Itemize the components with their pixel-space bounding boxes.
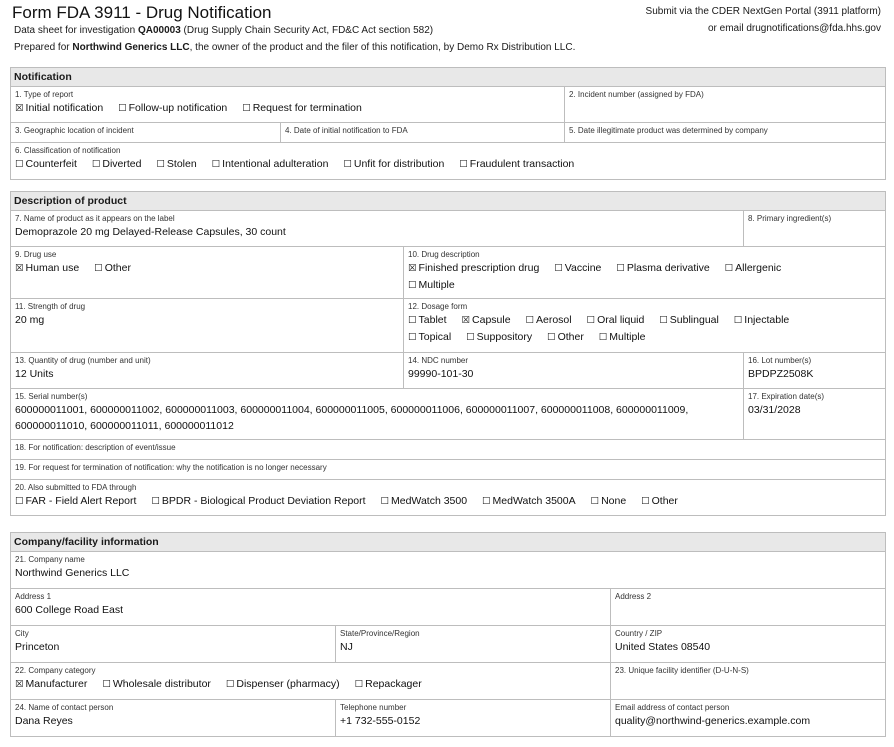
checkbox-icon: ☐ bbox=[102, 679, 111, 690]
field-company-category: 22. Company category ☒ Manufacturer ☐ Wholesale distributor ☐ Dispenser (pharmacy) ☐ Repackager bbox=[11, 663, 611, 700]
checkbox-icon: ☐ bbox=[118, 103, 127, 114]
option-fraudulent-transaction[interactable]: ☐ Fraudulent transaction bbox=[459, 158, 575, 170]
checkbox-icon: ☐ bbox=[554, 263, 563, 274]
option-capsule[interactable]: ☒ Capsule bbox=[461, 314, 511, 326]
checkbox-icon: ☐ bbox=[15, 496, 24, 507]
checkbox-icon: ☐ bbox=[91, 159, 101, 170]
option-medwatch-3500a[interactable]: ☐ MedWatch 3500A bbox=[482, 495, 576, 507]
option-finished-prescription-drug[interactable]: ☒ Finished prescription drug bbox=[408, 262, 540, 274]
field-company-name[interactable]: 21. Company name Northwind Generics LLC bbox=[11, 552, 886, 589]
field-date-initial-notification[interactable]: 4. Date of initial notification to FDA bbox=[281, 123, 565, 143]
option-medwatch-3500[interactable]: ☐ MedWatch 3500 bbox=[380, 495, 468, 507]
product-name-value: Demoprazole 20 mg Delayed-Release Capsules, 30 count bbox=[15, 226, 286, 238]
checkbox-icon: ☐ bbox=[354, 679, 364, 690]
notification-section bbox=[10, 67, 886, 180]
field-geographic-location[interactable]: 3. Geographic location of incident bbox=[11, 123, 281, 143]
option-none[interactable]: ☐ None bbox=[590, 495, 627, 507]
lot-value: BPDPZ2508K bbox=[748, 368, 814, 380]
option-unfit-for-distribution[interactable]: ☐ Unfit for distribution bbox=[343, 158, 445, 170]
field-state[interactable]: State/Province/Region NJ bbox=[336, 626, 611, 663]
option-injectable[interactable]: ☐ Injectable bbox=[733, 314, 790, 326]
option-other-dosage[interactable]: ☐ Other bbox=[547, 331, 584, 343]
field-address-2[interactable]: Address 2 bbox=[611, 589, 886, 626]
field-date-illegitimate[interactable]: 5. Date illegitimate product was determined by company bbox=[565, 123, 886, 143]
expiration-value: 03/31/2028 bbox=[748, 404, 801, 416]
state-value: NJ bbox=[340, 641, 353, 653]
checkbox-icon: ☐ bbox=[242, 103, 251, 114]
checkbox-icon: ☒ bbox=[408, 263, 417, 274]
option-plasma-derivative[interactable]: ☐ Plasma derivative bbox=[616, 262, 710, 274]
field-drug-use: 9. Drug use ☒ Human use ☐ Other bbox=[11, 247, 404, 299]
option-oral-liquid[interactable]: ☐ Oral liquid bbox=[586, 314, 645, 326]
field-drug-description: 10. Drug description ☒ Finished prescription drug ☐ Vaccine ☐ Plasma derivative ☐ Allergenic ☐ Multiple bbox=[404, 247, 886, 299]
field-expiration-date[interactable]: 17. Expiration date(s) 03/31/2028 bbox=[744, 389, 886, 440]
field-address-1[interactable]: Address 1 600 College Road East bbox=[11, 589, 611, 626]
field-type-of-report bbox=[11, 87, 565, 123]
submit-instructions: Submit via the CDER NextGen Portal (3911 platform) bbox=[645, 6, 881, 17]
field-product-name[interactable]: 7. Name of product as it appears on the label Demoprazole 20 mg Delayed-Release Capsules, 30 count bbox=[11, 211, 744, 247]
option-multiple-dosage[interactable]: ☐ Multiple bbox=[598, 331, 646, 343]
checkbox-icon: ☐ bbox=[590, 496, 600, 507]
section-title-product: Description of product bbox=[11, 192, 886, 211]
option-intentional-adulteration[interactable]: ☐ Intentional adulteration bbox=[211, 158, 329, 170]
checkbox-icon: ☐ bbox=[733, 315, 743, 326]
checkbox-icon: ☐ bbox=[94, 263, 103, 274]
option-repackager[interactable]: ☐ Repackager bbox=[354, 678, 422, 690]
submit-email: or email drugnotifications@fda.hhs.gov bbox=[707, 23, 881, 34]
option-aerosol[interactable]: ☐ Aerosol bbox=[525, 314, 572, 326]
field-contact-person[interactable]: 24. Name of contact person Dana Reyes bbox=[11, 700, 336, 737]
field-country-zip[interactable]: Country / ZIP United States 08540 bbox=[611, 626, 886, 663]
product-section bbox=[10, 191, 886, 516]
option-topical[interactable]: ☐ Topical bbox=[408, 331, 452, 343]
quantity-value: 12 Units bbox=[15, 368, 54, 380]
field-also-submitted: 20. Also submitted to FDA through ☐ FAR - Field Alert Report ☐ BPDR - Biological Product Deviation Report ☐ MedWatch 3500 ☐ MedWatch 3500A ☐ None ☐ Other bbox=[11, 480, 886, 516]
option-tablet[interactable]: ☐ Tablet bbox=[408, 314, 447, 326]
phone-value: +1 732-555-0152 bbox=[340, 715, 421, 727]
checkbox-icon: ☐ bbox=[641, 496, 650, 507]
checkbox-icon: ☐ bbox=[598, 332, 608, 343]
option-stolen[interactable]: ☐ Stolen bbox=[156, 158, 197, 170]
prepared-line: Prepared for Northwind Generics LLC, the owner of the product and the filer of this notification, by Demo Rx Distribution LLC. bbox=[14, 42, 576, 53]
option-bpdr[interactable]: ☐ BPDR - Biological Product Deviation Report bbox=[151, 495, 366, 507]
field-ndc-number[interactable]: 14. NDC number 99990-101-30 bbox=[404, 353, 744, 389]
field-telephone[interactable]: Telephone number +1 732-555-0152 bbox=[336, 700, 611, 737]
option-initial-notification[interactable]: ☒ Initial notification bbox=[15, 102, 104, 114]
checkbox-icon: ☒ bbox=[461, 315, 471, 326]
field-incident-number[interactable]: 2. Incident number (assigned by FDA) bbox=[565, 87, 886, 123]
city-value: Princeton bbox=[15, 641, 60, 653]
field-classification: 6. Classification of notification ☐ Counterfeit ☐ Diverted ☐ Stolen ☐ Intentional adulteration ☐ Unfit for distribution ☐ Fraudulent transaction bbox=[11, 143, 886, 180]
option-manufacturer[interactable]: ☒ Manufacturer bbox=[15, 678, 88, 690]
option-request-for-termination[interactable]: ☐ Request for termination bbox=[242, 102, 362, 114]
checkbox-icon: ☐ bbox=[15, 159, 24, 170]
field-event-description[interactable]: 18. For notification: description of event/issue bbox=[11, 440, 886, 460]
checkbox-icon: ☐ bbox=[482, 496, 491, 507]
option-diverted[interactable]: ☐ Diverted bbox=[91, 158, 142, 170]
section-title-notification: Notification bbox=[11, 68, 886, 87]
contact-value: Dana Reyes bbox=[15, 715, 73, 727]
field-duns[interactable]: 23. Unique facility identifier (D-U-N-S) bbox=[611, 663, 886, 700]
checkbox-icon: ☐ bbox=[408, 315, 417, 326]
investigation-id: QA00003 bbox=[137, 25, 181, 36]
checkbox-icon: ☒ bbox=[15, 263, 24, 274]
option-other-submission[interactable]: ☐ Other bbox=[641, 495, 678, 507]
field-primary-ingredient[interactable]: 8. Primary ingredient(s) bbox=[744, 211, 886, 247]
country-value: United States 08540 bbox=[615, 641, 711, 653]
checkbox-icon: ☐ bbox=[547, 332, 556, 343]
option-other-use[interactable]: ☐ Other bbox=[94, 262, 131, 274]
company-section bbox=[10, 532, 886, 737]
option-wholesale-distributor[interactable]: ☐ Wholesale distributor bbox=[102, 678, 211, 690]
checkbox-icon: ☐ bbox=[225, 679, 235, 690]
option-sublingual[interactable]: ☐ Sublingual bbox=[659, 314, 719, 326]
prepared-company: Northwind Generics LLC bbox=[72, 42, 190, 53]
option-vaccine[interactable]: ☐ Vaccine bbox=[554, 262, 602, 274]
type-options bbox=[15, 100, 560, 117]
field-label: 1. Type of report bbox=[15, 90, 74, 99]
checkbox-icon: ☐ bbox=[380, 496, 389, 507]
section-title-company: Company/facility information bbox=[11, 533, 886, 552]
address1-value: 600 College Road East bbox=[15, 604, 123, 616]
option-allergenic[interactable]: ☐ Allergenic bbox=[724, 262, 782, 274]
checkbox-icon: ☐ bbox=[616, 263, 625, 274]
company-name-value: Northwind Generics LLC bbox=[15, 567, 130, 579]
serial-line-1: 600000011001, 600000011002, 600000011003, 600000011004, 600000011005, 600000011006, 600000011007, 600000011008, 600000011009, bbox=[15, 404, 689, 416]
checkbox-icon: ☐ bbox=[659, 315, 668, 326]
checkbox-icon: ☐ bbox=[525, 315, 534, 326]
investigation-line: Data sheet for investigation QA00003 (Drug Supply Chain Security Act, FD&C Act section 582) bbox=[14, 25, 434, 36]
serial-line-2: 600000011010, 600000011011, 600000011012 bbox=[15, 420, 234, 432]
checkbox-icon: ☐ bbox=[156, 159, 165, 170]
checkbox-icon: ☐ bbox=[343, 159, 352, 170]
email-value: quality@northwind-generics.example.com bbox=[615, 715, 811, 727]
option-multiple-description[interactable]: ☐ Multiple bbox=[408, 279, 455, 291]
checkbox-icon: ☐ bbox=[408, 332, 417, 343]
checkbox-icon: ☐ bbox=[586, 315, 596, 326]
field-serial-numbers[interactable]: 15. Serial number(s) 600000011001, 600000011002, 600000011003, 600000011004, 600000011005, 600000011006, 600000011007, 600000011008, 600000011009, 600000011010, 600000011011, 600000011012 bbox=[11, 389, 744, 440]
option-dispenser[interactable]: ☐ Dispenser (pharmacy) bbox=[225, 678, 340, 690]
strength-value: 20 mg bbox=[15, 314, 45, 326]
form-header bbox=[0, 0, 894, 62]
field-city[interactable]: City Princeton bbox=[11, 626, 336, 663]
option-follow-up-notification[interactable]: ☐ Follow-up notification bbox=[118, 102, 228, 114]
field-dosage-form: 12. Dosage form ☐ Tablet ☒ Capsule ☐ Aerosol ☐ Oral liquid ☐ Sublingual ☐ Injectable ☐ Topical ☐ Suppository ☐ Other ☐ Multiple bbox=[404, 299, 886, 353]
option-far[interactable]: ☐ FAR - Field Alert Report bbox=[15, 495, 137, 507]
checkbox-icon: ☐ bbox=[151, 496, 160, 507]
field-lot-number[interactable]: 16. Lot number(s) BPDPZ2508K bbox=[744, 353, 886, 389]
checkbox-icon: ☐ bbox=[724, 263, 734, 274]
form-title: Form FDA 3911 - Drug Notification bbox=[12, 3, 272, 22]
checkbox-icon: ☐ bbox=[459, 159, 468, 170]
option-suppository[interactable]: ☐ Suppository bbox=[466, 331, 533, 343]
checkbox-icon: ☐ bbox=[466, 332, 475, 343]
field-quantity[interactable]: 13. Quantity of drug (number and unit) 12 Units bbox=[11, 353, 404, 389]
option-human-use[interactable]: ☒ Human use bbox=[15, 262, 80, 274]
checkbox-icon: ☐ bbox=[408, 280, 417, 291]
classification-options bbox=[15, 156, 881, 173]
field-contact-email[interactable]: Email address of contact person quality@northwind-generics.example.com bbox=[611, 700, 886, 737]
checkbox-icon: ☒ bbox=[15, 103, 24, 114]
ndc-value: 99990-101-30 bbox=[408, 368, 474, 380]
field-strength[interactable]: 11. Strength of drug 20 mg bbox=[11, 299, 404, 353]
field-termination-reason[interactable]: 19. For request for termination of notification: why the notification is no longer necessary bbox=[11, 460, 886, 480]
checkbox-icon: ☐ bbox=[211, 159, 221, 170]
option-counterfeit[interactable]: ☐ Counterfeit bbox=[15, 158, 77, 170]
checkbox-icon: ☒ bbox=[15, 679, 24, 690]
